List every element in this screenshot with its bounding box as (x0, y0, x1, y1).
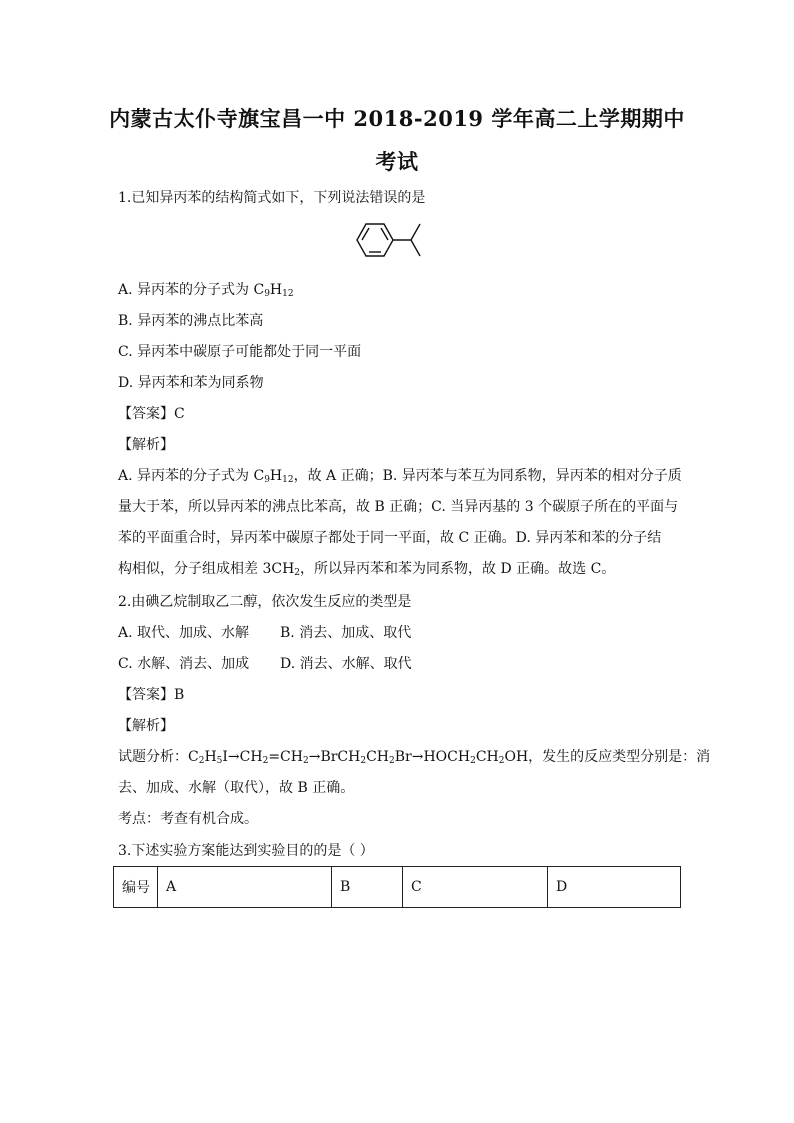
analysis-line-3: 苯的平面重合时，异丙苯中碳原子都处于同一平面，故 C 正确。D. 异丙苯和苯的分子结 (118, 530, 662, 546)
question-3-table (113, 866, 681, 908)
document-title-line2: 考试 (375, 149, 419, 174)
question-2-answer: 【答案】B (118, 687, 185, 703)
q2-analysis-line-1: 试题分析：$C_2H_5I\to CH_2=CH_2\to BrCH_2CH_2Br\to HOCH_2CH_2OH$，发生的反应类型分别是：消 (118, 749, 711, 766)
question-1-option-d: D. 异丙苯和苯为同系物 (118, 375, 264, 391)
question-2-option-a: A. 取代、加成、水解 (118, 625, 250, 641)
question-1-stem: 1.已知异丙苯的结构简式如下，下列说法错误的是 (118, 190, 426, 206)
question-1-analysis-heading: 【解析】 (118, 437, 174, 453)
question-2-option-d: D. 消去、水解、取代 (280, 656, 412, 672)
question-1-analysis (118, 466, 683, 590)
table-header-cell: C (403, 867, 548, 908)
question-2-stem: 2.由碘乙烷制取乙二醇，依次发生反应的类型是 (118, 594, 412, 610)
table-header-cell: B (332, 867, 403, 908)
question-2-analysis (118, 747, 711, 809)
question-1-option-a: A. 异丙苯的分子式为 $C_9H_{12}$ (118, 282, 294, 299)
table-header-row (114, 867, 681, 908)
question-2-option-b: B. 消去、加成、取代 (280, 625, 412, 641)
table-header-cell: A (158, 867, 332, 908)
question-2-options-row-2 (118, 654, 618, 674)
document-title-line1: 内蒙古太仆寺旗宝昌一中 2018-2019 学年高二上学期期中 (109, 106, 685, 131)
question-1-option-b: B. 异丙苯的沸点比苯高 (118, 313, 264, 329)
analysis-line-4: 构相似，分子组成相差 $3CH_2$，所以异丙苯和苯为同系物，故 D 正确。故选 C。 (118, 561, 616, 578)
table-header-cell: D (548, 867, 681, 908)
analysis-line-1: A. 异丙苯的分子式为 $C_9H_{12}$，故 A 正确；B. 异丙苯与苯互为同系物，异丙苯的相对分子质 (118, 468, 682, 485)
question-2-kaodian: 考点：考查有机合成。 (118, 811, 258, 827)
isopropylbenzene-structure-icon (353, 214, 439, 270)
question-2-option-c: C. 水解、消去、加成 (118, 656, 250, 672)
question-2-analysis-heading: 【解析】 (118, 718, 174, 734)
table-header-cell: 编号 (114, 867, 158, 908)
question-3-stem: 3.下述实验方案能达到实验目的的是（ ） (118, 843, 374, 859)
question-1-option-c: C. 异丙苯中碳原子可能都处于同一平面 (118, 344, 362, 360)
q2-analysis-line-2: 去、加成、水解（取代），故 B 正确。 (118, 780, 355, 796)
question-1-answer: 【答案】C (118, 406, 185, 422)
question-2-options-row-1 (118, 623, 618, 643)
analysis-line-2: 量大于苯，所以异丙苯的沸点比苯高，故 B 正确；C. 当异丙基的 3 个碳原子所在的平面与 (118, 499, 679, 515)
